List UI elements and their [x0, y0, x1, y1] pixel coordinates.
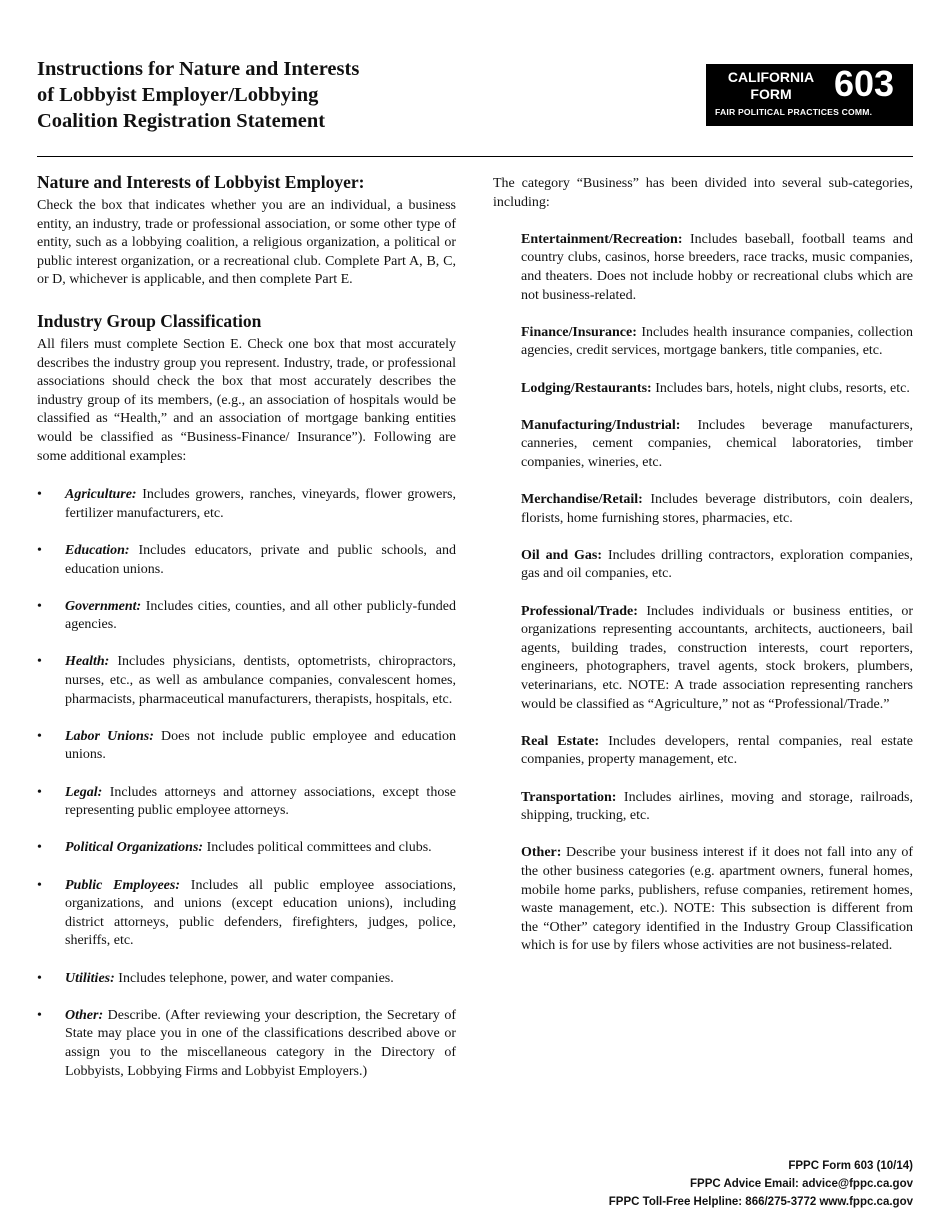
nature-text: Check the box that indicates whether you are an individual, a business entity, an industry, trade or professional association, or some other type of entity, such as a lobbying coalition, a religious organization, a political or public interest organization, or a recreational club. Complete Part A, B, C, or D, whichever is applicable, and then complete Part E.: [37, 198, 456, 288]
subcategory-term: Transportation:: [521, 789, 617, 805]
category-desc: Includes political committees and clubs.: [203, 840, 432, 856]
bullet-icon: •: [37, 728, 42, 744]
form-state-label: [720, 69, 822, 103]
subcategory-term: Merchandise/Retail:: [521, 492, 643, 508]
subcategory-item: [521, 603, 913, 715]
subcategory-item: [521, 844, 913, 956]
category-term: Labor Unions:: [65, 728, 154, 744]
footer-line: FPPC Toll-Free Helpline: 866/275-3772 www.fppc.ca.gov: [608, 1196, 913, 1208]
subcategory-term: Professional/Trade:: [521, 603, 638, 619]
bullet-icon: •: [37, 970, 42, 986]
category-term: Political Organizations:: [65, 840, 204, 856]
business-subcategory-list: [521, 231, 913, 956]
title-line: Instructions for Nature and Interests: [37, 58, 360, 80]
business-intro: The category “Business” has been divided into several sub-categories, including:: [493, 176, 913, 210]
category-desc: Includes attorneys and attorney associations, except those representing public employee attorneys.: [65, 784, 456, 819]
subcategory-item: [521, 324, 913, 361]
category-item: [37, 598, 456, 635]
category-desc: Includes growers, ranches, vineyards, flower growers, fertilizer manufacturers, etc.: [65, 487, 456, 521]
header-divider: [37, 156, 913, 157]
bullet-icon: •: [37, 1007, 42, 1023]
subcategory-term: Lodging/Restaurants:: [521, 380, 652, 396]
subcategory-desc: Includes drilling contractors, exploration companies, gas and oil companies, etc.: [521, 547, 913, 582]
footer-line: FPPC Advice Email: advice@fppc.ca.gov: [690, 1178, 913, 1190]
subcategory-term: Finance/Insurance:: [521, 324, 637, 340]
bullet-icon: •: [37, 840, 42, 856]
category-term: Agriculture:: [65, 487, 137, 503]
bullet-icon: •: [37, 542, 42, 558]
category-term: Government:: [65, 598, 142, 614]
category-item: [37, 728, 456, 765]
form-number-badge: [706, 64, 913, 126]
category-item: [37, 542, 456, 579]
industry-category-list: [37, 486, 456, 1081]
category-item: [37, 1007, 456, 1081]
industry-heading: Industry Group Classification: [37, 310, 262, 331]
subcategory-desc: Includes developers, rental companies, real estate companies, property management, etc.: [521, 733, 914, 768]
subcategory-desc: Includes individuals or business entities, or organizations representing accountants, architects, auctioneers, bail agents, building trades, construction interests, court reporters, engineers, photographers, travel agents, stock brokers, plumbers, veterinarians, etc. NOTE: A trade association representing ranchers would be classified as “Agriculture,” not as “Professional/Trade.”: [521, 603, 913, 712]
category-item: [37, 784, 456, 821]
category-term: Public Employees:: [65, 877, 180, 893]
industry-text: All filers must complete Section E. Check one box that most accurately describes the industry group you represent. Industry, trade, or professional associations should check the box that most accurately describes the industry group of its members, (e.g., an association of hospitals would be classified as “Health,” and an association of mortgage banking entities would be classified as “Business-Finance/ Insurance”). Following are some additional examples:: [37, 336, 456, 464]
form-state-line: CALIFORNIA: [727, 69, 815, 85]
category-desc: Does not include public employee and education unions.: [65, 728, 456, 763]
category-term: Other:: [65, 1007, 104, 1023]
footer-info: [609, 1157, 913, 1211]
subcategory-item: [521, 789, 913, 826]
form-state-line: FORM: [750, 86, 792, 102]
footer-line: FPPC Form 603 (10/14): [788, 1160, 913, 1172]
category-item: [37, 839, 456, 858]
subcategory-item: [521, 231, 913, 305]
category-item: [37, 653, 456, 709]
subcategory-item: [521, 417, 913, 473]
bullet-icon: •: [37, 654, 42, 670]
category-term: Health:: [65, 654, 110, 670]
form-number: 603: [834, 63, 895, 104]
subcategory-desc: Describe your business interest if it does not fall into any of the other business categories (e.g. apartment owners, funeral homes, mobile home parks, publishers, refuse companies, retirement homes, waste management, etc.). NOTE: This subsection is different from the “Other” category identified in the Industry Group Classification which is for use by filers whose activities are not business-related.: [521, 845, 913, 954]
category-desc: Includes all public employee associations, organizations, and unions (except education unions), including district attorneys, public defenders, firefighters, judges, police, sheriffs, etc.: [65, 877, 456, 949]
bullet-icon: •: [37, 487, 42, 503]
subcategory-term: Entertainment/Recreation:: [521, 231, 683, 247]
nature-heading: Nature and Interests of Lobbyist Employer:: [37, 172, 365, 192]
subcategory-item: [521, 380, 913, 399]
category-desc: Describe. (After reviewing your description, the Secretary of State may place you in one of the classifications described above or assign you to the miscellaneous category in the Directory of Lobbyists, Lobbying Firms and Lobbyist Employers.): [65, 1007, 456, 1079]
category-desc: Includes cities, counties, and all other publicly-funded agencies.: [65, 598, 456, 633]
page-title: [37, 56, 417, 134]
subcategory-desc: Includes baseball, football teams and country clubs, casinos, horse breeders, race tracks, music companies, and theaters. Does not include hobby or recreational clubs which are not business-related.: [521, 231, 913, 303]
subcategory-desc: Includes beverage manufacturers, canneries, cement companies, chemical laboratories, timber companies, wineries, etc.: [521, 417, 913, 470]
category-term: Legal:: [65, 784, 103, 800]
subcategory-term: Other:: [521, 845, 562, 861]
category-desc: Includes educators, private and public schools, and education unions.: [65, 542, 456, 577]
category-item: [37, 486, 456, 523]
right-column: [493, 175, 913, 975]
subcategory-term: Oil and Gas:: [521, 547, 603, 563]
subcategory-desc: Includes beverage distributors, coin dealers, florists, home furnishing stores, pharmacies, etc.: [521, 492, 913, 526]
subcategory-desc: Includes health insurance companies, collection agencies, credit services, mortgage bankers, title companies, etc.: [521, 324, 913, 359]
category-desc: Includes physicians, dentists, optometrists, chiropractors, nurses, etc., as well as ambulance companies, convalescent homes, pharmacists, pharmaceutical manufacturers, therapists, hospitals, etc.: [65, 654, 456, 707]
category-term: Education:: [65, 542, 130, 558]
bullet-icon: •: [37, 784, 42, 800]
category-desc: Includes telephone, power, and water companies.: [114, 970, 394, 986]
form-agency: FAIR POLITICAL PRACTICES COMM.: [715, 107, 873, 117]
subcategory-item: [521, 733, 913, 770]
title-line: of Lobbyist Employer/Lobbying: [37, 84, 319, 106]
subcategory-desc: Includes airlines, moving and storage, railroads, shipping, trucking, etc.: [521, 789, 913, 824]
subcategory-item: [521, 547, 913, 584]
subcategory-term: Manufacturing/Industrial:: [521, 417, 681, 433]
bullet-icon: •: [37, 598, 42, 614]
subcategory-item: [521, 491, 913, 528]
subcategory-term: Real Estate:: [521, 733, 600, 749]
bullet-icon: •: [37, 877, 42, 893]
category-item: [37, 970, 456, 989]
subcategory-desc: Includes bars, hotels, night clubs, resorts, etc.: [651, 380, 910, 396]
category-item: [37, 877, 456, 951]
category-term: Utilities:: [65, 970, 115, 986]
left-column: [37, 171, 456, 1100]
title-line: Coalition Registration Statement: [37, 110, 326, 132]
